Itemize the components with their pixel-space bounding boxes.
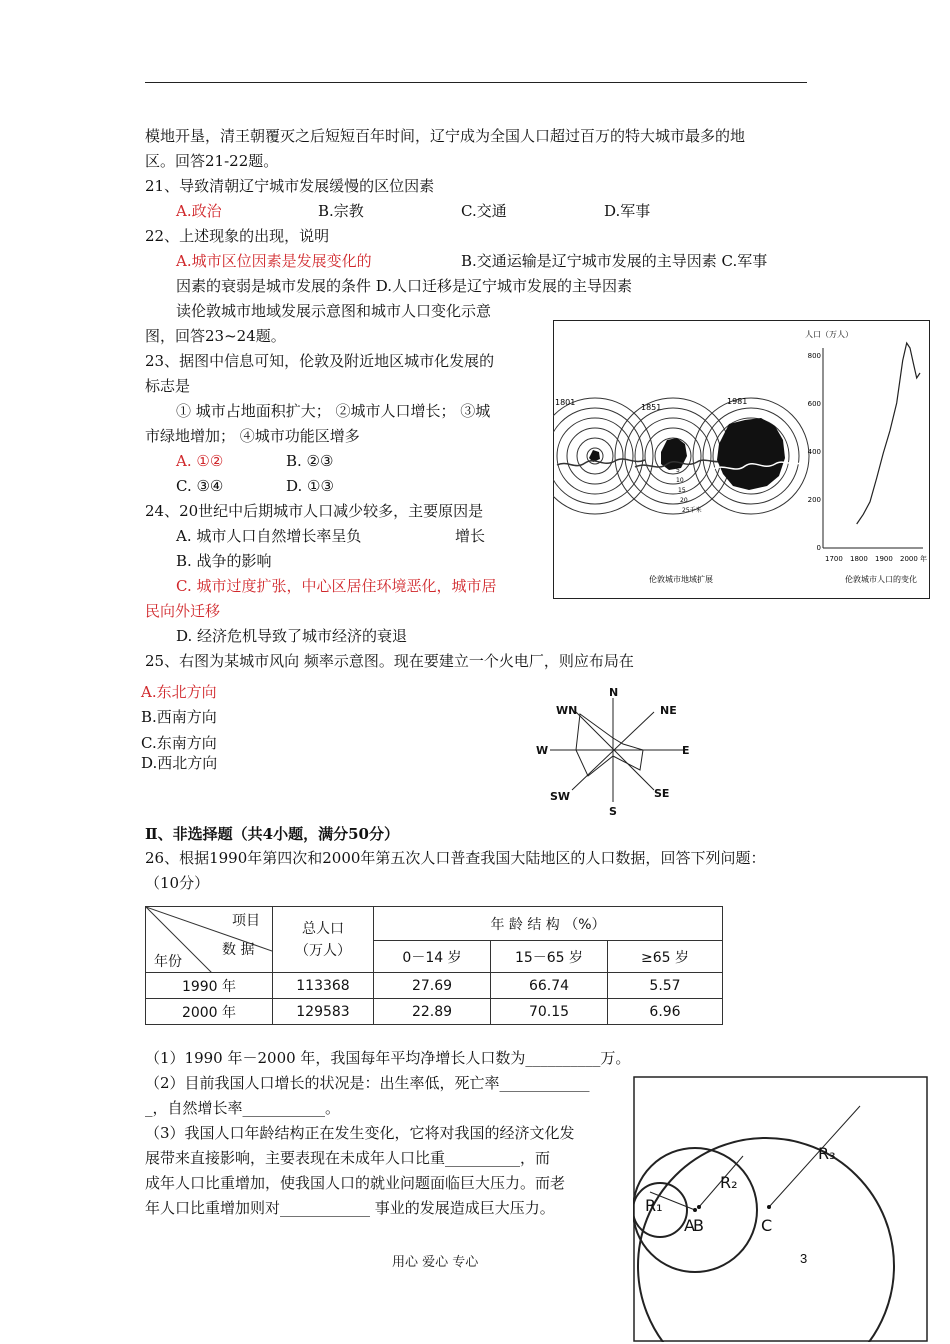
wind-rose-figure [528, 684, 708, 820]
dir-e: E [682, 744, 690, 757]
row-year: 2000 年 [146, 999, 273, 1025]
y-tick-0: 0 [816, 544, 821, 552]
point-c [767, 1205, 771, 1209]
x-tick-2000: 2000 年 [900, 555, 928, 563]
total-header [273, 907, 374, 973]
point-b [697, 1205, 701, 1209]
q23-option-b: B. ②③ [286, 452, 334, 470]
map-year-1981: 1981 [727, 397, 748, 406]
total-header-1: 总人口 [302, 920, 344, 937]
q26-stem: 26、根据1990年第四次和2000年第五次人口普查我国大陆地区的人口数据，回答下列问题： [145, 849, 766, 867]
dir-wn: WN [556, 704, 578, 717]
corner-data: 数 据 [222, 942, 255, 958]
dir-n: N [609, 686, 619, 699]
q26-part-2b: _，自然增长率___________。 [145, 1099, 341, 1117]
q26-part-3b: 展带来直接影响，主要表现在未成年人口比重__________，而 [145, 1149, 551, 1167]
age-col-15-65: 15－65 岁 [491, 941, 608, 973]
row-age-c: 5.57 [608, 973, 723, 999]
x-tick-1800: 1800 [850, 555, 868, 563]
london-figure [553, 320, 930, 599]
ring-label-10: 10 [676, 477, 684, 484]
graph-y-title: 人口（万人） [805, 330, 853, 339]
x-tick-1900: 1900 [875, 555, 893, 563]
dir-s: S [609, 805, 617, 818]
ring-label-15: 15 [678, 487, 686, 494]
map-caption: 伦敦城市地域扩展 [649, 575, 713, 584]
y-tick-400: 400 [807, 448, 821, 456]
q24-option-d: D. 经济危机导致了城市经济的衰退 [176, 627, 408, 645]
dir-sw: SW [550, 790, 571, 803]
ring-label-5: 5 [676, 467, 680, 474]
label-b: B [693, 1216, 704, 1235]
q24-stem: 24、20世纪中后期城市人口减少较多，主要原因是 [145, 502, 484, 520]
q23-option-d: D. ①③ [286, 477, 334, 495]
x-tick-1700: 1700 [825, 555, 843, 563]
row-age-b: 66.74 [491, 973, 608, 999]
q24-option-a-end: 增长 [455, 527, 486, 545]
corner-item: 项目 [232, 913, 260, 929]
age-col-65-plus: ≥65 岁 [608, 941, 723, 973]
intro-line-1: 模地开垦，清王朝覆灭之后短短百年时间，辽宁成为全国人口超过百万的特大城市最多的地 [145, 127, 746, 145]
row-age-a: 22.89 [374, 999, 491, 1025]
q25-option-b: B.西南方向 [141, 708, 217, 726]
footer-motto: 用心 爱心 专心 [392, 1255, 479, 1270]
total-header-2: （万人） [295, 942, 351, 959]
point-a [693, 1208, 697, 1212]
table-row [146, 973, 723, 999]
graph-caption: 伦敦城市人口的变化 [845, 575, 917, 584]
q22-stem: 22、上述现象的出现，说明 [145, 227, 330, 245]
q24-option-a: A. 城市人口自然增长率呈负 [176, 527, 362, 545]
row-age-b: 70.15 [491, 999, 608, 1025]
q22-line-2: 因素的衰弱是城市发展的条件 D.人口迁移是辽宁城市发展的主导因素 [176, 277, 633, 295]
map-year-1851: 1851 [641, 403, 662, 412]
label-r3: R₃ [818, 1144, 836, 1163]
q23-option-c: C. ③④ [176, 477, 224, 495]
q23-stem-2: 标志是 [145, 377, 191, 395]
label-a: A [684, 1216, 695, 1235]
read-2324-line-2: 图，回答23~24题。 [145, 327, 286, 345]
dir-w: W [536, 744, 549, 757]
age-header: 年 龄 结 构 （%） [374, 907, 723, 941]
intro-line-2: 区。回答21-22题。 [145, 152, 279, 170]
circles-frame [634, 1077, 927, 1341]
q24-option-c: C. 城市过度扩张，中心区居住环境恶化，城市居 [176, 577, 497, 595]
row-year: 1990 年 [146, 973, 273, 999]
page-number: 3 [800, 1251, 808, 1266]
q25-option-a: A.东北方向 [141, 683, 217, 701]
q26-score: （10分） [145, 874, 210, 892]
q21-stem: 21、导致清朝辽宁城市发展缓慢的区位因素 [145, 177, 435, 195]
q22-option-bc: B.交通运输是辽宁城市发展的主导因素 C.军事 [461, 252, 768, 270]
y-tick-800: 800 [807, 352, 821, 360]
q26-part-2a: （2）目前我国人口增长的状况是：出生率低，死亡率____________ [145, 1074, 590, 1092]
q21-option-c: C.交通 [461, 202, 507, 220]
label-r2: R₂ [720, 1173, 738, 1192]
q23-opts-1: ① 城市占地面积扩大； ②城市人口增长； ③城 [176, 402, 491, 420]
label-r1: R₁ [645, 1196, 663, 1215]
population-table [145, 906, 723, 1025]
dir-se: SE [654, 787, 670, 800]
q25-option-d: D.西北方向 [141, 754, 218, 772]
q23-option-a: A. ①② [176, 452, 224, 470]
q21-option-d: D.军事 [604, 202, 651, 220]
q25-stem: 25、右图为某城市风向 频率示意图。现在要建立一个火电厂，则应布局在 [145, 652, 634, 670]
q22-option-a: A.城市区位因素是发展变化的 [176, 252, 372, 270]
row-age-a: 27.69 [374, 973, 491, 999]
q24-option-b: B. 战争的影响 [176, 552, 272, 570]
table-corner-cell [146, 907, 273, 973]
q25-option-c: C.东南方向 [141, 734, 217, 752]
row-total: 113368 [273, 973, 374, 999]
q21-option-b: B.宗教 [318, 202, 364, 220]
q26-part-3d: 年人口比重增加则对____________ 事业的发展造成巨大压力。 [145, 1199, 555, 1217]
label-c: C [761, 1216, 773, 1235]
q26-part-3a: （3）我国人口年龄结构正在发生变化，它将对我国的经济文化发 [145, 1124, 575, 1142]
read-2324-line-1: 读伦敦城市地域发展示意图和城市人口变化示意 [176, 302, 492, 320]
q26-part-3c: 成年人口比重增加，使我国人口的就业问题面临巨大压力。而老 [145, 1174, 566, 1192]
q21-option-a: A.政治 [176, 202, 222, 220]
corner-year: 年份 [154, 954, 182, 970]
y-tick-200: 200 [807, 496, 821, 504]
map-year-1801: 1801 [555, 398, 576, 407]
row-age-c: 6.96 [608, 999, 723, 1025]
circles-figure [633, 1076, 928, 1342]
ring-label-20: 20 [680, 497, 688, 504]
age-col-0-14: 0－14 岁 [374, 941, 491, 973]
ring-label-25: 25千米 [682, 507, 702, 514]
q24-option-c-cont: 民向外迁移 [145, 602, 221, 620]
q23-stem-1: 23、据图中信息可知，伦敦及附近地区城市化发展的 [145, 352, 495, 370]
header-rule [145, 82, 807, 83]
q26-part-1: （1）1990 年－2000 年，我国每年平均净增长人口数为__________万。 [145, 1049, 631, 1067]
y-tick-600: 600 [807, 400, 821, 408]
table-row [146, 999, 723, 1025]
row-total: 129583 [273, 999, 374, 1025]
q23-opts-2: 市绿地增加； ④城市功能区增多 [145, 427, 360, 445]
dir-ne: NE [660, 704, 677, 717]
section-2-title: Ⅱ、非选择题（共4小题，满分50分） [145, 825, 399, 843]
